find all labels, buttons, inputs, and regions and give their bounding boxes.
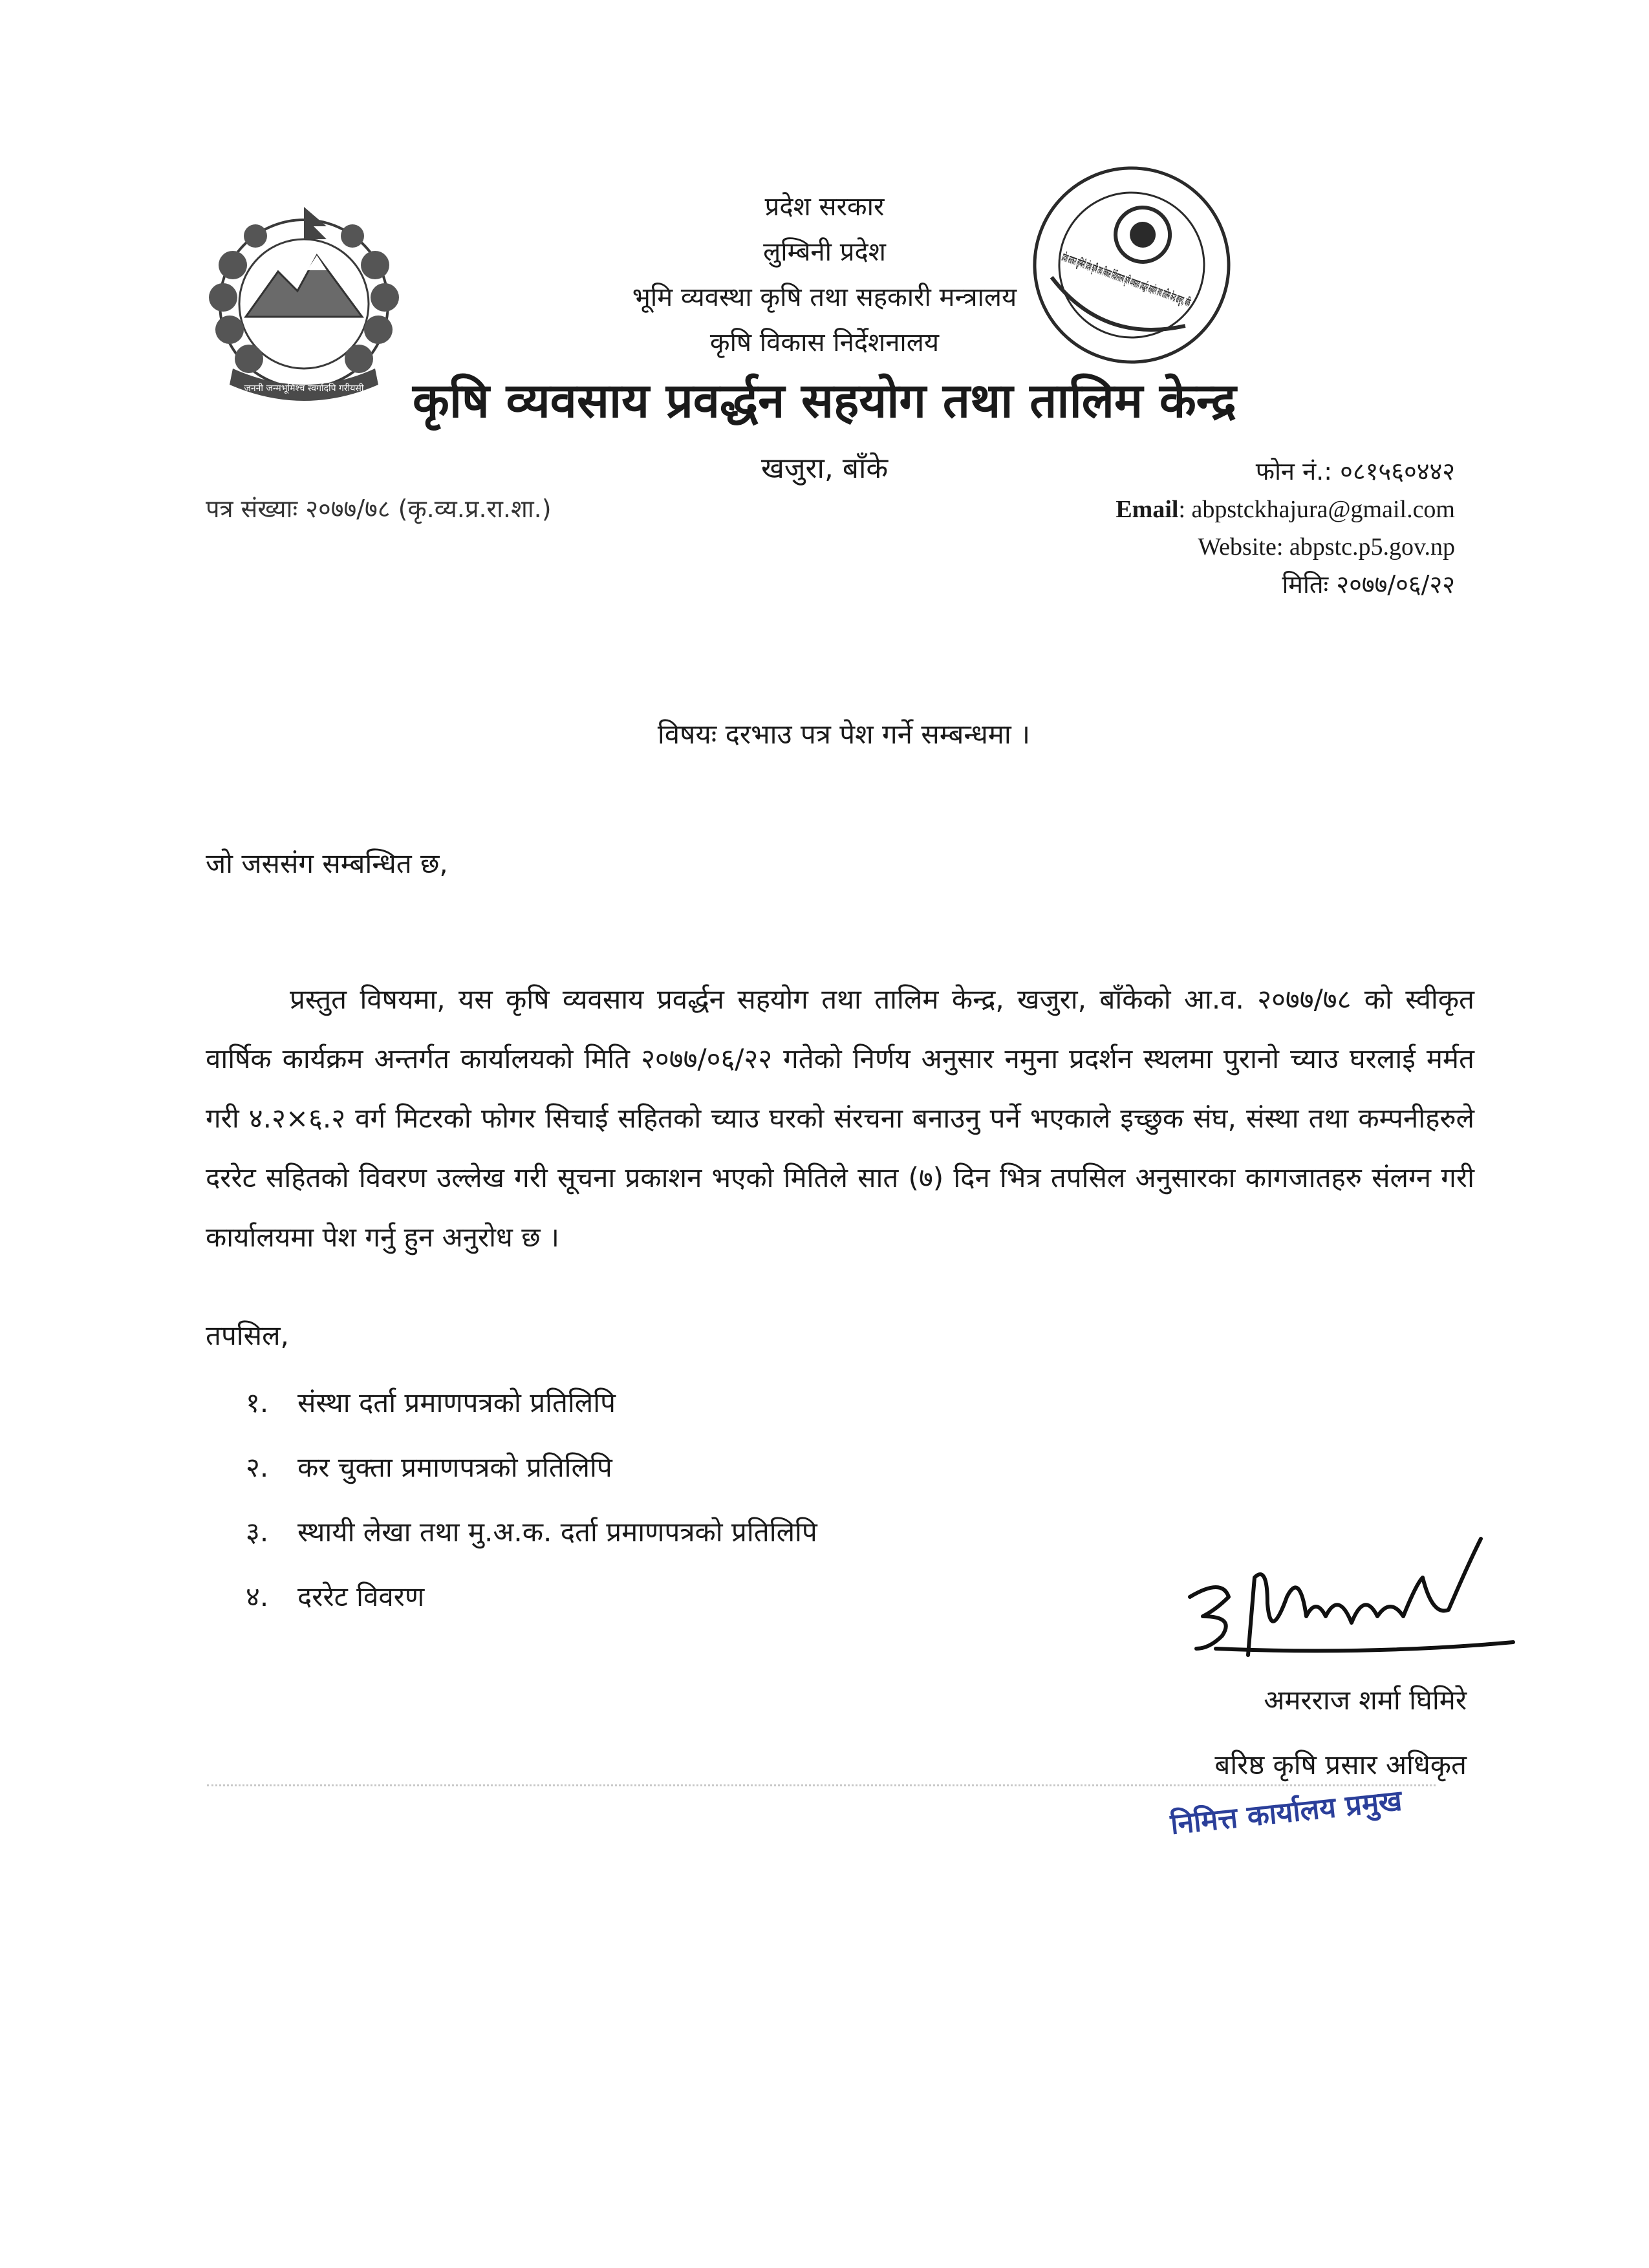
- annex-item-number: ३.: [246, 1516, 269, 1548]
- email-line: [1116, 490, 1455, 528]
- seal-text: प्रदेश सरकार लुम्बिनी प्रदेश कृषि तथा विकास निर्देशनालय कृषि व्यवसाय प्रवर्द्धन सहयोग तथा तालिम केन्द्र खजुरा, बाँके: [1060, 251, 1513, 426]
- annex-item-number: २.: [246, 1451, 269, 1483]
- header-line-1: प्रदेश सरकार: [764, 192, 885, 222]
- date-value: २०७७/०६/२२: [1336, 570, 1455, 599]
- annex-item-number: ४.: [246, 1581, 269, 1612]
- phone-label: फोन नं.:: [1255, 457, 1333, 486]
- annex-item: [246, 1377, 616, 1429]
- contact-block: [1116, 453, 1455, 603]
- annex-item: [246, 1506, 817, 1558]
- signature-icon: [1177, 1526, 1526, 1674]
- annex-item: [246, 1442, 612, 1493]
- signatory-title: बरिष्ठ कृषि प्रसार अधिकृत: [1214, 1749, 1467, 1781]
- annex-item-text: दररेट विवरण: [297, 1581, 425, 1612]
- subject-line: विषयः दरभाउ पत्र पेश गर्ने सम्बन्धमा ।: [657, 718, 1031, 750]
- faint-divider: [207, 1784, 1436, 1786]
- annex-item-text: संस्था दर्ता प्रमाणपत्रको प्रतिलिपि: [297, 1387, 616, 1418]
- header-line-3: भूमि व्यवस्था कृषि तथा सहकारी मन्त्रालय: [632, 283, 1017, 312]
- date-label: मितिः: [1282, 570, 1329, 599]
- annex-item: [246, 1571, 424, 1623]
- organization-title: कृषि व्यवसाय प्रवर्द्धन सहयोग तथा तालिम केन्द्र: [413, 373, 1236, 429]
- header-line-4: कृषि विकास निर्देशनालय: [709, 328, 940, 358]
- body-paragraph: प्रस्तुत विषयमा, यस कृषि व्यवसाय प्रवर्द्धन सहयोग तथा तालिम केन्द्र, खजुरा, बाँकेको आ.व. २०७७/७८ को स्वीकृत वार्षिक कार्यक्रम अन्तर्गत कार्यालयको मिति २०७७/०६/२२ गतेको निर्णय अनुसार नमुना प्रदर्शन स्थलमा पुरानो च्याउ घरलाई मर्मत गरी ४.२×६.२ वर्ग मिटरको फोगर सिचाई सहितको च्याउ घरको संरचना बनाउनु पर्ने भएकाले इच्छुक संघ, संस्था तथा कम्पनीहरुले दररेट सहितको विवरण उल्लेख गरी सूचना प्रकाशन भएको मितिले सात (७) दिन भित्र तपसिल अनुसारका कागजातहरु संलग्न गरी कार्यालयमा पेश गर्नु हुन अनुरोध छ ।: [206, 983, 1474, 1253]
- email-value[interactable]: : abpstckhajura@gmail.com: [1178, 496, 1455, 523]
- emblem-motto: जननी जन्मभूमिश्च स्वर्गादपि गरीयसी: [244, 383, 364, 394]
- email-label: Email: [1116, 496, 1179, 523]
- annex-item-text: कर चुक्ता प्रमाणपत्रको प्रतिलिपि: [297, 1451, 612, 1483]
- annex-item-number: १.: [246, 1387, 269, 1418]
- website-line[interactable]: Website: abpstc.p5.gov.np: [1198, 533, 1455, 561]
- header-line-2: लुम्बिनी प्रदेश: [763, 237, 886, 267]
- letter-number: पत्र संख्याः २०७७/७८ (कृ.व्य.प्र.रा.शा.): [206, 495, 552, 523]
- signatory-name: अमरराज शर्मा घिमिरे: [1264, 1684, 1467, 1716]
- salutation: जो जससंग सम्बन्धित छ,: [206, 848, 448, 879]
- date-line: [1116, 566, 1455, 603]
- phone-value: ०८१५६०४४२: [1340, 457, 1455, 486]
- phone-line: [1116, 453, 1455, 490]
- organization-location: खजुरा, बाँके: [760, 452, 889, 485]
- annex-item-text: स्थायी लेखा तथा मु.अ.क. दर्ता प्रमाणपत्रको प्रतिलिपि: [297, 1516, 817, 1548]
- officiating-head-stamp: निमित्त कार्यालय प्रमुख: [1169, 1784, 1404, 1841]
- annex-label: तपसिल,: [206, 1320, 289, 1351]
